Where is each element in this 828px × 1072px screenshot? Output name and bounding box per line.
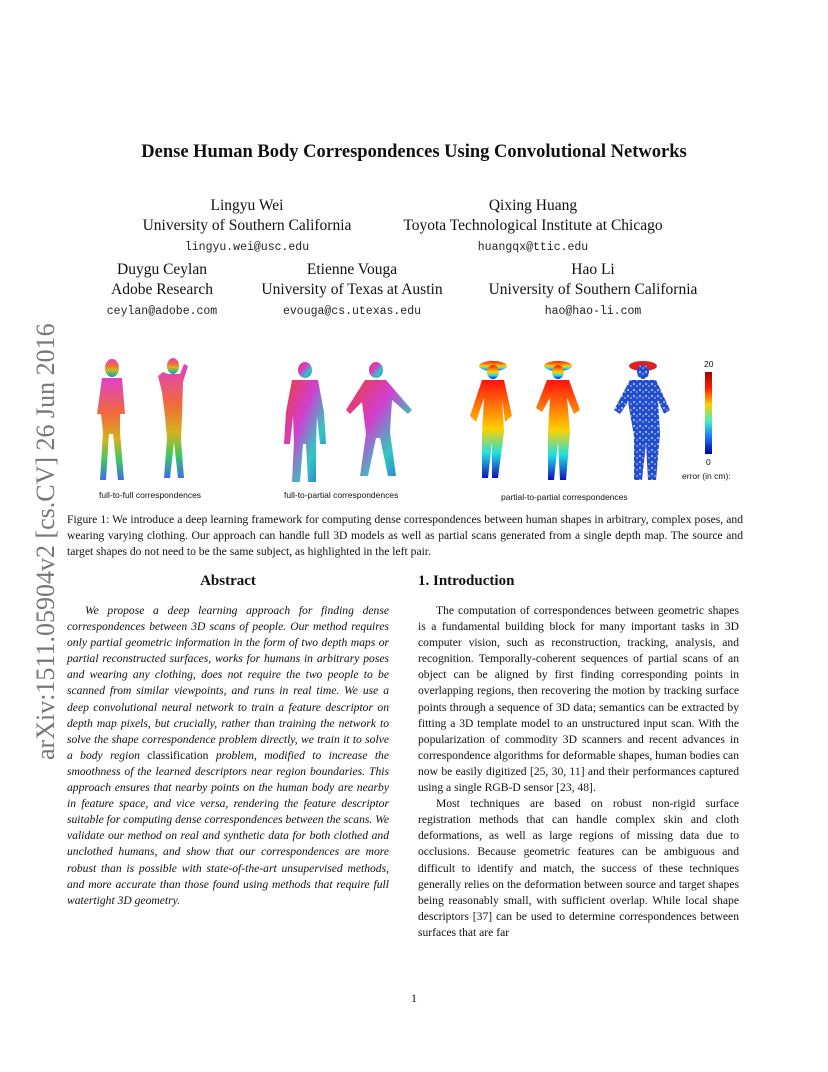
intro-paragraph-2 — [418, 796, 739, 941]
figure-1 — [80, 352, 750, 512]
human-figure-4 — [346, 362, 412, 476]
author-name: Duygu Ceylan — [117, 261, 207, 278]
author-block — [478, 260, 708, 322]
abstract-emphasis: classification — [147, 748, 209, 762]
author-name: Lingyu Wei — [210, 197, 284, 214]
figure-label-full-to-partial: full-to-partial correspondences — [284, 490, 399, 500]
introduction-text — [418, 603, 739, 941]
human-figure-6 — [536, 361, 580, 480]
author-name: Qixing Huang — [488, 197, 578, 214]
citation-link[interactable]: [23, 48] — [556, 781, 593, 795]
citation-link[interactable]: [25, 30, 11] — [529, 764, 585, 778]
human-figure-5 — [470, 361, 512, 478]
author-email: evouga@cs.utexas.edu — [282, 305, 422, 318]
paper-title: Dense Human Body Correspondences Using Convolutional Networks — [141, 142, 687, 162]
figure-label-full-to-full: full-to-full correspondences — [99, 490, 202, 500]
author-affiliation: Toyota Technological Institute at Chicago — [403, 217, 663, 234]
colorbar-title: error (in cm): — [682, 471, 731, 481]
colorbar-max-label: 20 — [704, 359, 714, 369]
author-affiliation: University of Southern California — [488, 281, 698, 298]
author-block — [92, 260, 232, 322]
figure-label-partial-to-partial: partial-to-partial correspondences — [501, 492, 628, 502]
abstract-text-part: We propose a deep learning approach for finding dense correspondences between 3D scans of people. Our method requires only partial geometric information in the form of two depth maps or partial reconstructed surfaces, works for humans in arbitrary poses and wearing any clothing, does not require the two people to be scanned from similar viewpoints, and runs in real time. We use a deep convolutional neural network to train a feature descriptor on depth map pixels, but crucially, rather than training the network to solve the shape correspondence problem directly, we train it to solve a body region — [67, 604, 389, 762]
colorbar-min-label: 0 — [706, 457, 711, 467]
human-figure-3 — [284, 362, 326, 482]
author-affiliation: Adobe Research — [111, 281, 213, 298]
human-figure-1 — [97, 359, 125, 480]
intro-text-part: can be used to determine correspondences between surfaces that are far — [418, 909, 739, 939]
figure-caption: Figure 1: We introduce a deep learning framework for computing dense correspondences between human shapes in arbitrary, complex poses, and wearing varying clothing. Our approach can handle full 3D models as well as partial scans generated from a single depth map. The source and target shapes do not need to be the same subject, as highlighted in the left pair. — [67, 513, 743, 558]
abstract-text — [67, 603, 389, 909]
intro-text-part: and their performances captured using a single RGB-D sensor — [418, 764, 739, 795]
author-affiliation: University of Texas at Austin — [261, 281, 443, 298]
error-colorbar — [705, 372, 712, 454]
author-email: huangqx@ttic.edu — [477, 241, 589, 254]
human-figure-7-error-map — [614, 361, 670, 480]
author-block — [393, 196, 673, 258]
author-name: Hao Li — [571, 261, 615, 278]
abstract-heading: Abstract — [200, 573, 256, 589]
author-block — [252, 260, 452, 322]
author-email: hao@hao-li.com — [544, 305, 642, 318]
page-number: 1 — [411, 991, 417, 1005]
arxiv-id: arXiv:1511.05904v2 [cs.CV] 26 Jun 2016 — [31, 323, 60, 760]
author-email: lingyu.wei@usc.edu — [184, 241, 310, 254]
intro-text-part: The computation of correspondences between geometric shapes is a fundamental building block for many important tasks in 3D computer vision, such as reconstruction, tracking, analysis, and recognition. Temporally-coherent sequences of partial scans of an object can be aligned by first finding corresponding points in overlapping regions, then recovering the motion by tracking surface points through a sequence of 3D data; semantics can be extracted by fitting a 3D template model to an unstructured input scan. With the popularization of commodity 3D scanners and recent advances in correspondence algorithms for deformable shapes, human bodies can now be easily digitized — [418, 604, 739, 778]
intro-paragraph-1 — [418, 603, 739, 796]
author-affiliation: University of Southern California — [142, 217, 352, 234]
intro-text-part: . — [592, 781, 596, 795]
introduction-heading: 1. Introduction — [418, 573, 515, 589]
author-block — [137, 196, 357, 258]
human-figure-2 — [158, 358, 188, 478]
author-name: Etienne Vouga — [306, 261, 398, 278]
author-email: ceylan@adobe.com — [106, 305, 218, 318]
citation-link[interactable]: [37] — [472, 909, 493, 923]
figure-1-image — [80, 352, 750, 512]
abstract-text-part: problem, modified to increase the smoothness of the learned descriptors near region boundaries. This approach ensures that nearby points on the human body are nearby in feature space, and vice versa, rendering the feature descriptor suitable for computing dense correspondences between the scans. We validate our method on real and synthetic data for both clothed and unclothed humans, and show that our correspondences are more robust than is possible with state-of-the-art unsupervised methods, and more accurate than those found using methods that require full watertight 3D geometry. — [67, 748, 389, 907]
intro-text-part: Most techniques are based on robust non-rigid surface registration methods that can handle complex skin and cloth deformations, as well as large regions of missing data due to occlusions. Because geometric features can be ambiguous and difficult to identify and match, the success of these techniques generally relies on the deformation between source and target shapes being reasonably small, with sufficient overlap. While local shape descriptors — [418, 797, 739, 923]
arxiv-stamp — [22, 290, 66, 760]
